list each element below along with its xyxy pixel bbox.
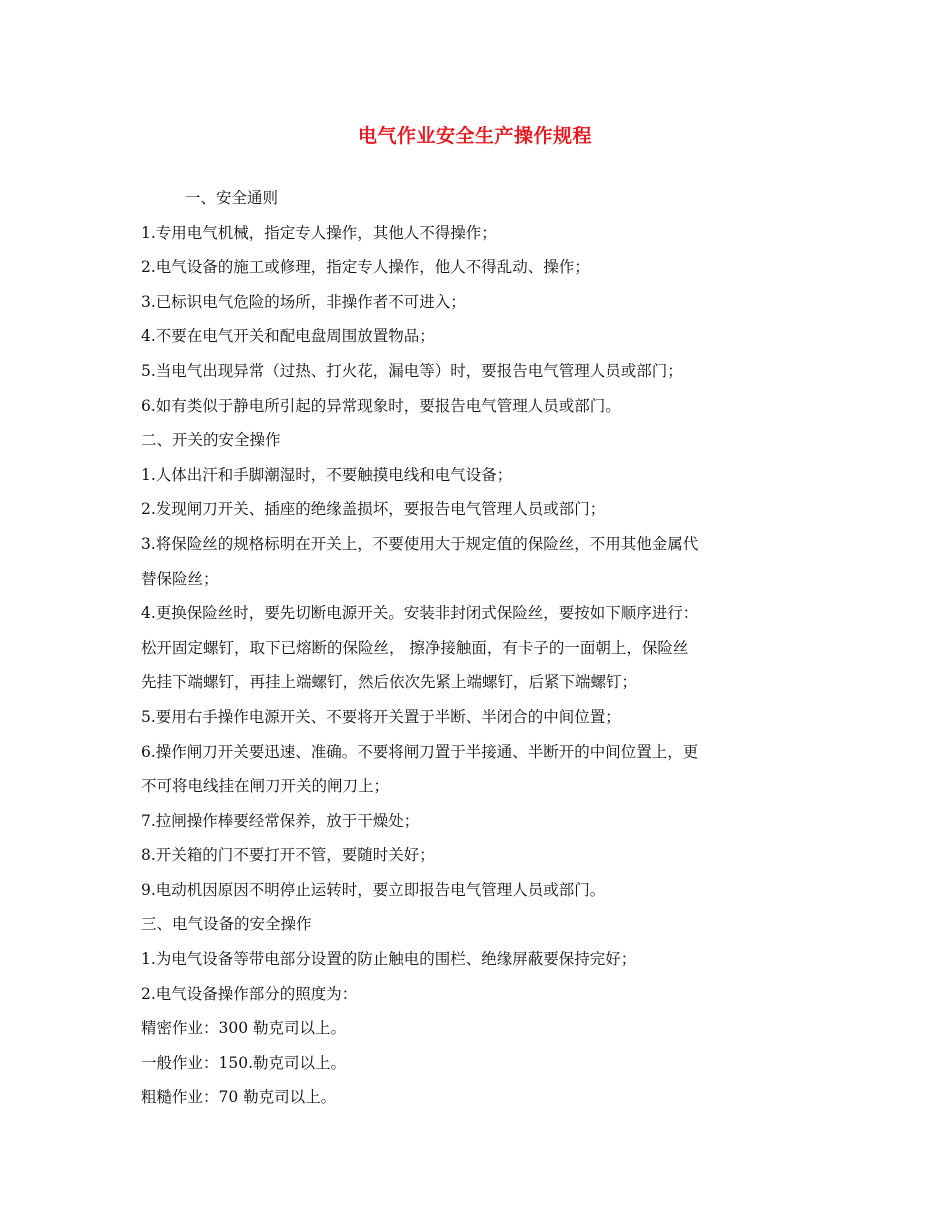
paragraph-line: 7.拉闸操作棒要经常保养，放于干燥处； <box>141 811 420 830</box>
paragraph-line: 粗糙作业：70 勒克司以上。 <box>141 1088 337 1107</box>
paragraph-line: 1.专用电气机械，指定专人操作，其他人不得操作； <box>141 223 497 242</box>
paragraph-line: 9.电动机因原因不明停止运转时，要立即报告电气管理人员或部门。 <box>141 880 606 899</box>
paragraph-line: 4.更换保险丝时，要先切断电源开关。安装非封闭式保险丝，要按如下顺序进行： <box>141 604 699 623</box>
paragraph-line: 精密作业：300 勒克司以上。 <box>141 1019 347 1038</box>
paragraph-line: 2.电气设备操作部分的照度为： <box>141 984 358 1003</box>
paragraph-line: 替保险丝； <box>141 569 219 588</box>
paragraph-line: 5.要用右手操作电源开关、不要将开关置于半断、半闭合的中间位置； <box>141 707 621 726</box>
paragraph-line: 松开固定螺钉，取下已熔断的保险丝， 擦净接触面，有卡子的一面朝上，保险丝 <box>141 638 689 657</box>
section-heading-general: 一、安全通则 <box>185 189 279 207</box>
paragraph-line: 4.不要在电气开关和配电盘周围放置物品； <box>141 327 435 346</box>
paragraph-line: 3.已标识电气危险的场所，非操作者不可进入； <box>141 292 466 311</box>
document-title: 电气作业安全生产操作规程 <box>357 125 592 147</box>
paragraph-line: 一般作业：150.勒克司以上。 <box>141 1053 347 1072</box>
paragraph-line: 1.为电气设备等带电部分设置的防止触电的围栏、绝缘屏蔽要保持完好； <box>141 950 637 969</box>
paragraph-line: 6.如有类似于静电所引起的异常现象时，要报告电气管理人员或部门。 <box>141 396 621 415</box>
paragraph-line: 6.操作闸刀开关要迅速、准确。不要将闸刀置于半接通、半断开的中间位置上，更 <box>141 742 699 761</box>
document-body <box>141 181 821 1115</box>
section-heading-equipment: 三、电气设备的安全操作 <box>141 915 312 934</box>
section-heading-switch: 二、开关的安全操作 <box>141 431 281 450</box>
paragraph-line: 2.电气设备的施工或修理，指定专人操作，他人不得乱动、操作； <box>141 258 590 277</box>
paragraph-line: 2.发现闸刀开关、插座的绝缘盖损坏，要报告电气管理人员或部门； <box>141 500 606 519</box>
paragraph-line: 5.当电气出现异常（过热、打火花，漏电等）时，要报告电气管理人员或部门； <box>141 361 683 380</box>
paragraph-line: 先挂下端螺钉，再挂上端螺钉，然后依次先紧上端螺钉，后紧下端螺钉； <box>141 673 638 692</box>
paragraph-line: 8.开关箱的门不要打开不管，要随时关好； <box>141 846 435 865</box>
paragraph-line: 不可将电线挂在闸刀开关的闸刀上； <box>141 777 390 796</box>
paragraph-line: 3.将保险丝的规格标明在开关上，不要使用大于规定值的保险丝，不用其他金属代 <box>141 534 699 553</box>
paragraph-line: 1.人体出汗和手脚潮湿时，不要触摸电线和电气设备； <box>141 465 513 484</box>
